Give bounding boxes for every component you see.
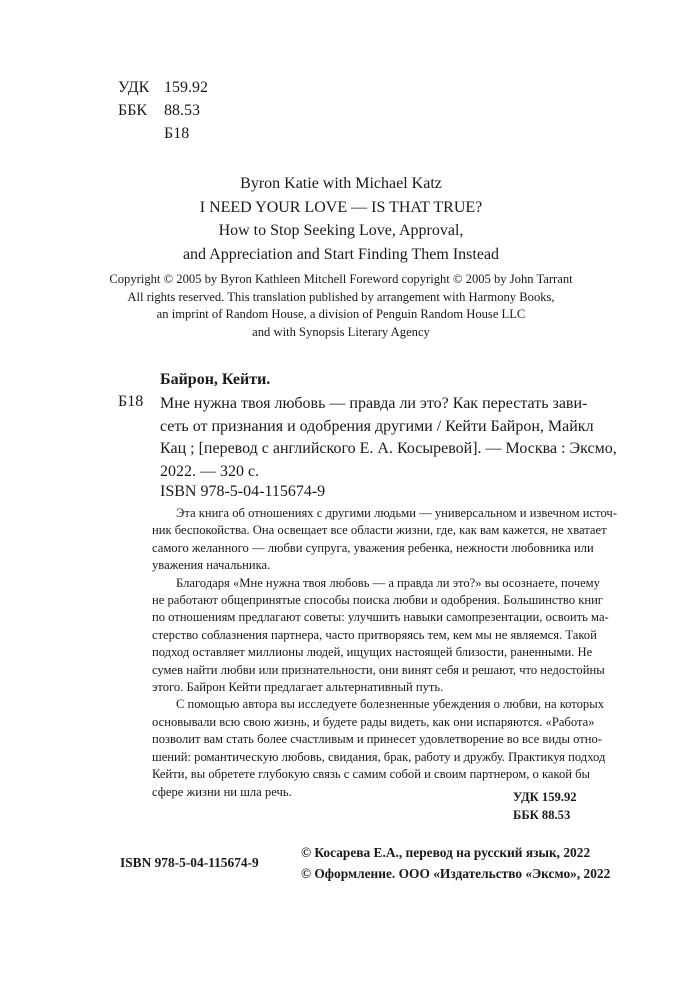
original-title: I NEED YOUR LOVE — IS THAT TRUE?	[199, 198, 483, 216]
annotation-line: уважения начальника.	[152, 558, 271, 573]
catalog-line: Кац ; [перевод с английского Е. А. Косыревой]. — Москва : Эксмо,	[160, 440, 617, 458]
annotation-line: основывали всю свою жизнь, и будете рады видеть, как они испаряются. «Работа»	[152, 714, 595, 729]
bottom-udk: УДК 159.92	[513, 790, 577, 804]
annotation-line: сфере жизни ни шла речь.	[152, 784, 292, 799]
annotation-line: по отношениям предлагают советы: улучшить навыки самопрезентации, освоить ма-	[152, 610, 609, 625]
original-subtitle-line: How to Stop Seeking Love, Approval,	[218, 222, 464, 239]
copyright-line: Copyright © 2005 by Byron Kathleen Mitchell Foreword copyright © 2005 by John Tarrant	[109, 272, 573, 286]
annotation-line: Благодаря «Мне нужна твоя любовь — а правда ли это?» вы осознаете, почему	[176, 575, 600, 590]
original-subtitle-line: and Appreciation and Start Finding Them Instead	[182, 245, 500, 263]
catalog-sign: Б18	[118, 393, 144, 410]
udk-code: УДК 159.92	[118, 79, 208, 96]
copyright-line: All rights reserved. This translation published by arrangement with Harmony Books,	[127, 289, 555, 304]
annotation-line: самого желанного — любви супруга, уважения ребенка, нежности любовника или	[152, 540, 594, 555]
copyright-line: and with Synopsis Literary Agency	[252, 324, 430, 339]
annotation-line: не работают общепринятые способы поиска любви и одобрения. Большинство книг	[152, 593, 603, 608]
annotation-line: подход оставляет миллионы людей, ищущих настоящей близости, раненными. Не	[152, 645, 593, 660]
bottom-codes	[513, 788, 577, 824]
annotation-line: С помощью автора вы исследуете болезненные убеждения о любви, на которых	[176, 697, 604, 712]
bbk-code: ББК 88.53	[118, 102, 200, 119]
catalog-line: Мне нужна твоя любовь — правда ли это? Как перестать зави-	[160, 395, 588, 412]
annotation-line: этого. Байрон Кейти предлагает альтернативный путь.	[152, 680, 444, 695]
catalog-isbn: ISBN 978-5-04-115674-9	[160, 483, 326, 500]
original-title-block	[0, 172, 682, 266]
translation-copyright: © Косарева Е.А., перевод на русский язык, 2022	[301, 845, 591, 860]
bottom-bbk: ББК 88.53	[513, 808, 571, 822]
annotation	[152, 505, 617, 801]
copyright-line: an imprint of Random House, a division of Penguin Random House LLC	[156, 307, 526, 321]
annotation-line: шений: романтическую любовь, свидания, брак, работу и дружбу. Практикуя подход	[152, 749, 606, 764]
catalog-line: 2022. — 320 с.	[160, 463, 260, 481]
annotation-line: стерство соблазнения партнера, часто притворяясь тем, кем мы не являемся. Такой	[152, 627, 597, 642]
annotation-line: Эта книга об отношениях с другими людьми — универсальном и извечном источ-	[176, 506, 617, 520]
original-author: Byron Katie with Michael Katz	[240, 175, 442, 192]
annotation-line: сумев найти любви или признательности, они винят себя и решают, что недостойны	[152, 662, 605, 677]
copyright-block	[0, 271, 682, 341]
author-sign-code: Б18	[164, 125, 190, 142]
catalog-line: сеть от признания и одобрения другими / Кейти Байрон, Майкл	[160, 417, 594, 435]
design-copyright: © Оформление. ООО «Издательство «Эксмо», 2022	[301, 866, 611, 881]
catalog-author: Байрон, Кейти.	[160, 371, 271, 388]
annotation-line: ник беспокойства. Она освещает все области жизни, где, как вам кажется, не хватает	[152, 523, 607, 538]
annotation-line: Кейти, вы обретете глубокую связь с самим собой и своим партнером, о какой бы	[152, 767, 591, 782]
catalog-entry	[160, 393, 617, 484]
annotation-line: позволит вам стать более счастливым и принесет удовлетворение во все виды отно-	[152, 732, 602, 747]
bottom-isbn: ISBN 978-5-04-115674-9	[120, 855, 259, 870]
